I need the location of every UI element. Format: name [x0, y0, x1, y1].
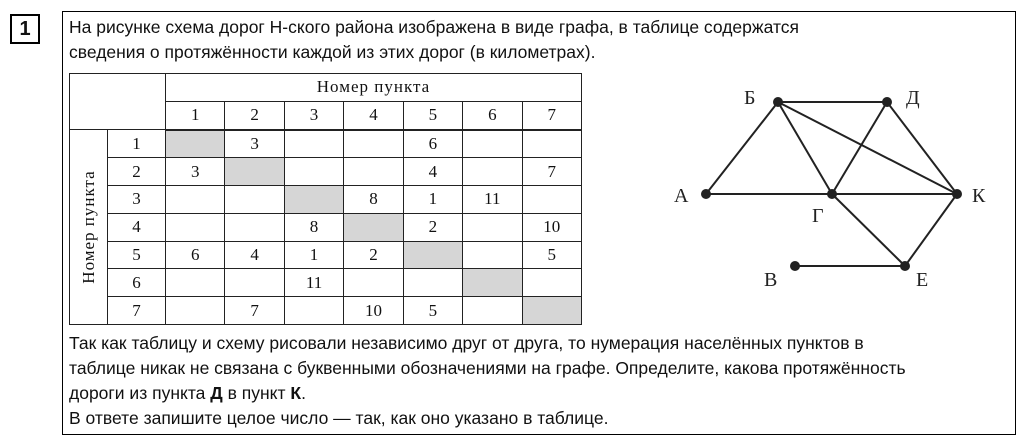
row-header [70, 130, 108, 325]
column-number: 4 [344, 101, 403, 129]
distance-cell [284, 297, 343, 325]
distance-cell: 5 [522, 241, 581, 269]
diagonal-cell [225, 158, 284, 186]
graph-node-label: К [972, 185, 986, 207]
distance-cell: 7 [225, 297, 284, 325]
distance-cell [166, 186, 225, 214]
graph-edge-G-E [832, 194, 905, 266]
column-number: 6 [463, 101, 522, 129]
graph-node-label: Г [812, 205, 824, 227]
distance-cell [522, 130, 581, 158]
table-row [70, 213, 582, 241]
distance-cell [463, 130, 522, 158]
column-number: 1 [166, 101, 225, 129]
column-number: 3 [284, 101, 343, 129]
distance-cell [284, 130, 343, 158]
row-number: 1 [108, 130, 166, 158]
point-to: К [290, 383, 302, 403]
distance-cell: 6 [166, 241, 225, 269]
distance-cell [225, 213, 284, 241]
distance-cell: 10 [522, 213, 581, 241]
column-header: Номер пункта [166, 74, 582, 102]
distance-cell [166, 269, 225, 297]
question-text: в пункт [222, 383, 291, 403]
row-number: 3 [108, 186, 166, 214]
graph-node-label: Б [744, 87, 756, 109]
column-number: 2 [225, 101, 284, 129]
distance-cell [225, 186, 284, 214]
distance-cell [225, 269, 284, 297]
row-number: 5 [108, 241, 166, 269]
distance-cell [463, 241, 522, 269]
graph-edge-D-G [832, 102, 887, 194]
graph-node-label: Е [916, 269, 929, 291]
table-row [70, 297, 582, 325]
table-row [70, 269, 582, 297]
distance-cell: 2 [403, 213, 462, 241]
distance-cell [463, 213, 522, 241]
graph-node-label: В [764, 269, 778, 291]
question-line: Так как таблицу и схему рисовали независимо друг от друга, то нумерация населённых пунктов в [69, 333, 864, 353]
row-number: 6 [108, 269, 166, 297]
distance-cell: 1 [284, 241, 343, 269]
diagonal-cell [166, 130, 225, 158]
diagonal-cell [403, 241, 462, 269]
distance-table [69, 73, 582, 325]
graph-node-B [773, 97, 783, 107]
diagonal-cell [344, 213, 403, 241]
point-from: Д [210, 383, 223, 403]
question-text: дороги из пункта [69, 383, 211, 403]
graph-node-D [882, 97, 892, 107]
table-row [70, 186, 582, 214]
diagonal-cell [522, 297, 581, 325]
table-row [70, 130, 582, 158]
distance-cell: 11 [463, 186, 522, 214]
graph-node-K [952, 189, 962, 199]
distance-cell [344, 269, 403, 297]
distance-cell [344, 130, 403, 158]
task-intro [69, 15, 799, 65]
question-line [69, 381, 906, 406]
distance-cell: 3 [166, 158, 225, 186]
distance-cell: 10 [344, 297, 403, 325]
graph-node-label: Д [906, 87, 920, 109]
distance-cell [522, 186, 581, 214]
distance-cell: 5 [403, 297, 462, 325]
graph-edge-D-K [887, 102, 957, 194]
row-header-text: Номер пункта [78, 170, 98, 284]
distance-cell: 1 [403, 186, 462, 214]
question-line: В ответе запишите целое число — так, как оно указано в таблице. [69, 408, 609, 428]
diagonal-cell [284, 186, 343, 214]
row-number: 7 [108, 297, 166, 325]
road-graph [660, 78, 1000, 293]
row-number: 2 [108, 158, 166, 186]
question-line: таблице никак не связана с буквенными обозначениями на графе. Определите, какова протяжённость [69, 358, 906, 378]
diagonal-cell [463, 269, 522, 297]
distance-cell: 8 [344, 186, 403, 214]
graph-edge-A-B [706, 102, 778, 194]
table-row [70, 241, 582, 269]
intro-line: На рисунке схема дорог Н-ского района изображена в виде графа, в таблице содержатся [69, 17, 799, 37]
graph-edge-K-E [905, 194, 957, 266]
table-row [70, 158, 582, 186]
task-number: 1 [10, 14, 40, 44]
distance-cell [463, 297, 522, 325]
column-number: 5 [403, 101, 462, 129]
distance-cell: 2 [344, 241, 403, 269]
distance-cell [403, 269, 462, 297]
intro-line: сведения о протяжённости каждой из этих дорог (в километрах). [69, 42, 596, 62]
distance-cell: 4 [225, 241, 284, 269]
distance-cell: 3 [225, 130, 284, 158]
distance-cell [344, 158, 403, 186]
distance-cell: 6 [403, 130, 462, 158]
row-number: 4 [108, 213, 166, 241]
table-corner [70, 74, 166, 130]
graph-node-G [827, 189, 837, 199]
graph-node-V [790, 261, 800, 271]
graph-node-label: А [674, 185, 689, 207]
distance-cell [166, 297, 225, 325]
column-number: 7 [522, 101, 581, 129]
distance-cell [522, 269, 581, 297]
distance-cell: 11 [284, 269, 343, 297]
graph-node-E [900, 261, 910, 271]
question-text: . [301, 383, 306, 403]
distance-cell [463, 158, 522, 186]
distance-cell [166, 213, 225, 241]
graph-node-A [701, 189, 711, 199]
task-question [69, 331, 906, 431]
distance-cell: 7 [522, 158, 581, 186]
distance-cell [284, 158, 343, 186]
distance-cell: 8 [284, 213, 343, 241]
distance-cell: 4 [403, 158, 462, 186]
